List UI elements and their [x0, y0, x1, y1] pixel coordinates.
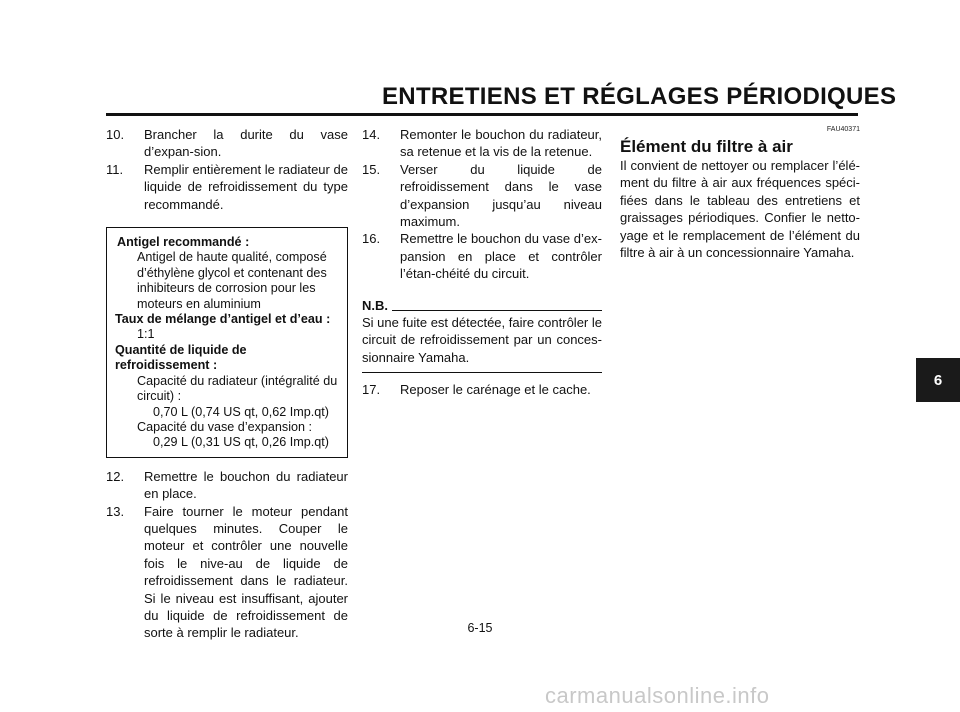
step-number: 13.	[106, 503, 125, 519]
section-code: FAU40371	[826, 126, 860, 133]
ratio-value: 1:1	[137, 327, 155, 342]
quantity-label: Quantité de liquide de refroidissement :	[115, 342, 247, 373]
watermark: carmanualsonline.info	[545, 683, 770, 708]
step-17	[362, 381, 602, 398]
step-text: Remettre le bouchon du radiateur en place.	[144, 468, 348, 502]
radiator-capacity-value: 0,70 L (0,74 US qt, 0,62 Imp.qt)	[153, 404, 329, 419]
step-number: 14.	[362, 127, 381, 142]
step-16	[362, 230, 602, 282]
step-text: Remonter le bouchon du radiateur, sa retenue et la vis de la retenue.	[400, 127, 602, 160]
tank-capacity-label: Capacité du vase d’expansion :	[137, 419, 313, 434]
column-left	[106, 126, 348, 642]
step-text: Brancher la durite du vase d’expan-sion.	[144, 127, 348, 160]
step-number: 17.	[362, 382, 381, 398]
tank-capacity-value: 0,29 L (0,31 US qt, 0,26 Imp.qt)	[153, 435, 329, 450]
page-number: 6-15	[467, 621, 493, 635]
step-text: Remettre le bouchon du vase d’ex-pansion en place et contrôler l’étan-chéité du circuit.	[400, 231, 602, 282]
step-11	[106, 161, 348, 213]
antigel-label: Antigel recommandé :	[117, 235, 250, 250]
column-middle	[362, 126, 602, 399]
note-label: N.B.	[362, 297, 388, 313]
note-rule	[392, 310, 602, 311]
step-10	[106, 126, 348, 161]
note-header	[362, 297, 602, 314]
column-right	[620, 126, 860, 261]
step-text: Reposer le carénage et le cache.	[400, 382, 591, 398]
step-number: 16.	[362, 231, 381, 247]
step-number: 10.	[106, 127, 125, 142]
header-rule	[106, 113, 858, 116]
step-text: Faire tourner le moteur pendant quelques minutes. Couper le moteur et contrôler une nouvelle fois le nive-au de liquide de refroidissement dans le radiateur. Si le niveau est insuffisant, ajouter du liquide de refroidissement de sorte à remplir le radiateur.	[144, 503, 348, 641]
step-number: 15.	[362, 161, 381, 177]
step-14	[362, 126, 602, 161]
coolant-spec-box	[106, 227, 348, 458]
step-13	[106, 503, 348, 642]
note-end-rule	[362, 372, 602, 373]
note-text: Si une fuite est détectée, faire contrôler le circuit de refroidissement par un conces-sionnaire Yamaha.	[362, 315, 602, 365]
radiator-capacity-label: Capacité du radiateur (intégralité du circuit) :	[137, 373, 338, 404]
chapter-tab: 6	[916, 358, 960, 402]
antigel-value: Antigel de haute qualité, composé d’éthylène glycol et contenant des inhibiteurs de corrosion pour les moteurs en aluminium	[137, 250, 327, 311]
step-number: 11.	[106, 161, 124, 177]
ratio-label: Taux de mélange d’antigel et d’eau :	[115, 312, 331, 327]
step-15	[362, 161, 602, 231]
step-12	[106, 468, 348, 503]
step-text: Verser du liquide de refroidissement dans le vase d’expansion jusqu’au niveau maximum.	[400, 161, 602, 230]
section-paragraph: Il convient de nettoyer ou remplacer l’élé-ment du filtre à air aux fréquences spéci-fiées dans le tableau des entretiens et graissages périodiques. Confier le netto-yage et le remplacement de l’élément du filtre à air à un concessionnaire Yamaha.	[620, 158, 860, 261]
section-title: Élément du filtre à air	[620, 137, 793, 156]
step-number: 12.	[106, 468, 125, 484]
step-text: Remplir entièrement le radiateur de liquide de refroidissement du type recommandé.	[144, 161, 348, 212]
page-header-title: ENTRETIENS ET RÉGLAGES PÉRIODIQUES	[382, 83, 897, 110]
